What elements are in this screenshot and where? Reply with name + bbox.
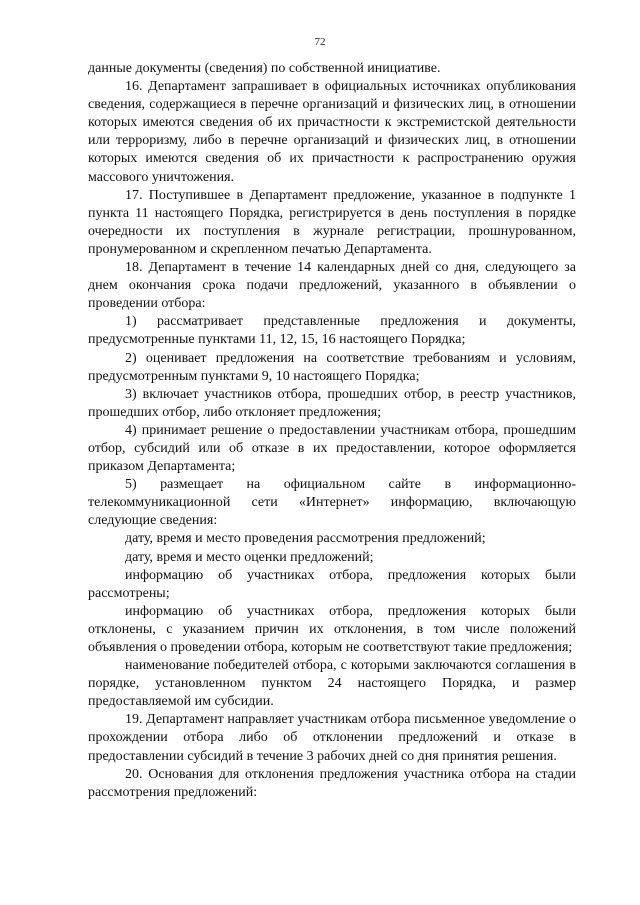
subitem-18-1: 1) рассматривает представленные предложения и документы, предусмотренные пунктами 11, 12, 15, 16 настоящего Порядка; [88,314,576,348]
paragraph-item-20: 20. Основания для отклонения предложения участника отбора на стадии рассмотрения предложений: [88,766,576,800]
subitem-18-3: 3) включает участников отбора, прошедших отбор, в реестр участников, прошедших отбор, либо отклоняет предложения; [88,386,576,420]
list-entry-review-date: дату, время и место проведения рассмотрения предложений; [125,531,486,547]
subitem-18-4: 4) принимает решение о предоставлении участникам отбора, прошедшим отбор, субсидий или об отказе в их предоставлении, которое оформляется приказом Департамента; [88,422,576,475]
paragraph-item-17: 17. Поступившее в Департамент предложение, указанное в подпункте 1 пункта 11 настоящего Порядка, регистрируется в день поступления в порядке очередности их поступления в журнале регистрации, прошнурованном, пронумерованном и скрепленном печатью Департамента. [88,187,576,257]
paragraph-item-19: 19. Департамент направляет участникам отбора письменное уведомление о прохождении отбора либо об отклонении предложений и отказе в предоставлении субсидий в течение 3 рабочих дней со дня принятия решения. [88,712,576,764]
list-entry-evaluation-date: дату, время и место оценки предложений; [125,549,374,565]
subitem-18-5: 5) размещает на официальном сайте в информационно-телекоммуникационной сети «Интернет» информацию, включающую следующие сведения: [88,477,576,529]
list-entry-rejected-participants: информацию об участниках отбора, предложения которых были отклонены, с указанием причин их отклонения, в том числе положений объявления о проведении отбора, которым не соответствуют такие предложения; [88,603,576,655]
paragraph-item-16: 16. Департамент запрашивает в официальных источниках опубликования сведения, содержащиеся в перечне организаций и физических лиц, в отношении которых имеются сведения об их причастности к экстремистской деятельности или терроризму, либо в перечне организаций и физических лиц, в отношении которых имеются сведения об их причастности к распространению оружия массового уничтожения. [88,79,576,185]
page-body [88,60,576,802]
list-entry-reviewed-participants: информацию об участниках отбора, предложения которых были рассмотрены; [88,567,576,601]
page-number: 72 [314,36,326,48]
list-entry-winners: наименование победителей отбора, с которыми заключаются соглашения в порядке, установленном пунктом 24 настоящего Порядка, и размер предоставляемой им субсидии. [88,658,576,710]
paragraph-continuation: данные документы (сведения) по собственной инициативе. [88,61,441,76]
subitem-18-2: 2) оценивает предложения на соответствие требованиям и условиям, предусмотренным пунктами 9, 10 настоящего Порядка; [88,350,576,384]
paragraph-item-18: 18. Департамент в течение 14 календарных дней со дня, следующего за днем окончания срока подачи предложений, указанного в объявлении о проведении отбора: [88,260,576,312]
